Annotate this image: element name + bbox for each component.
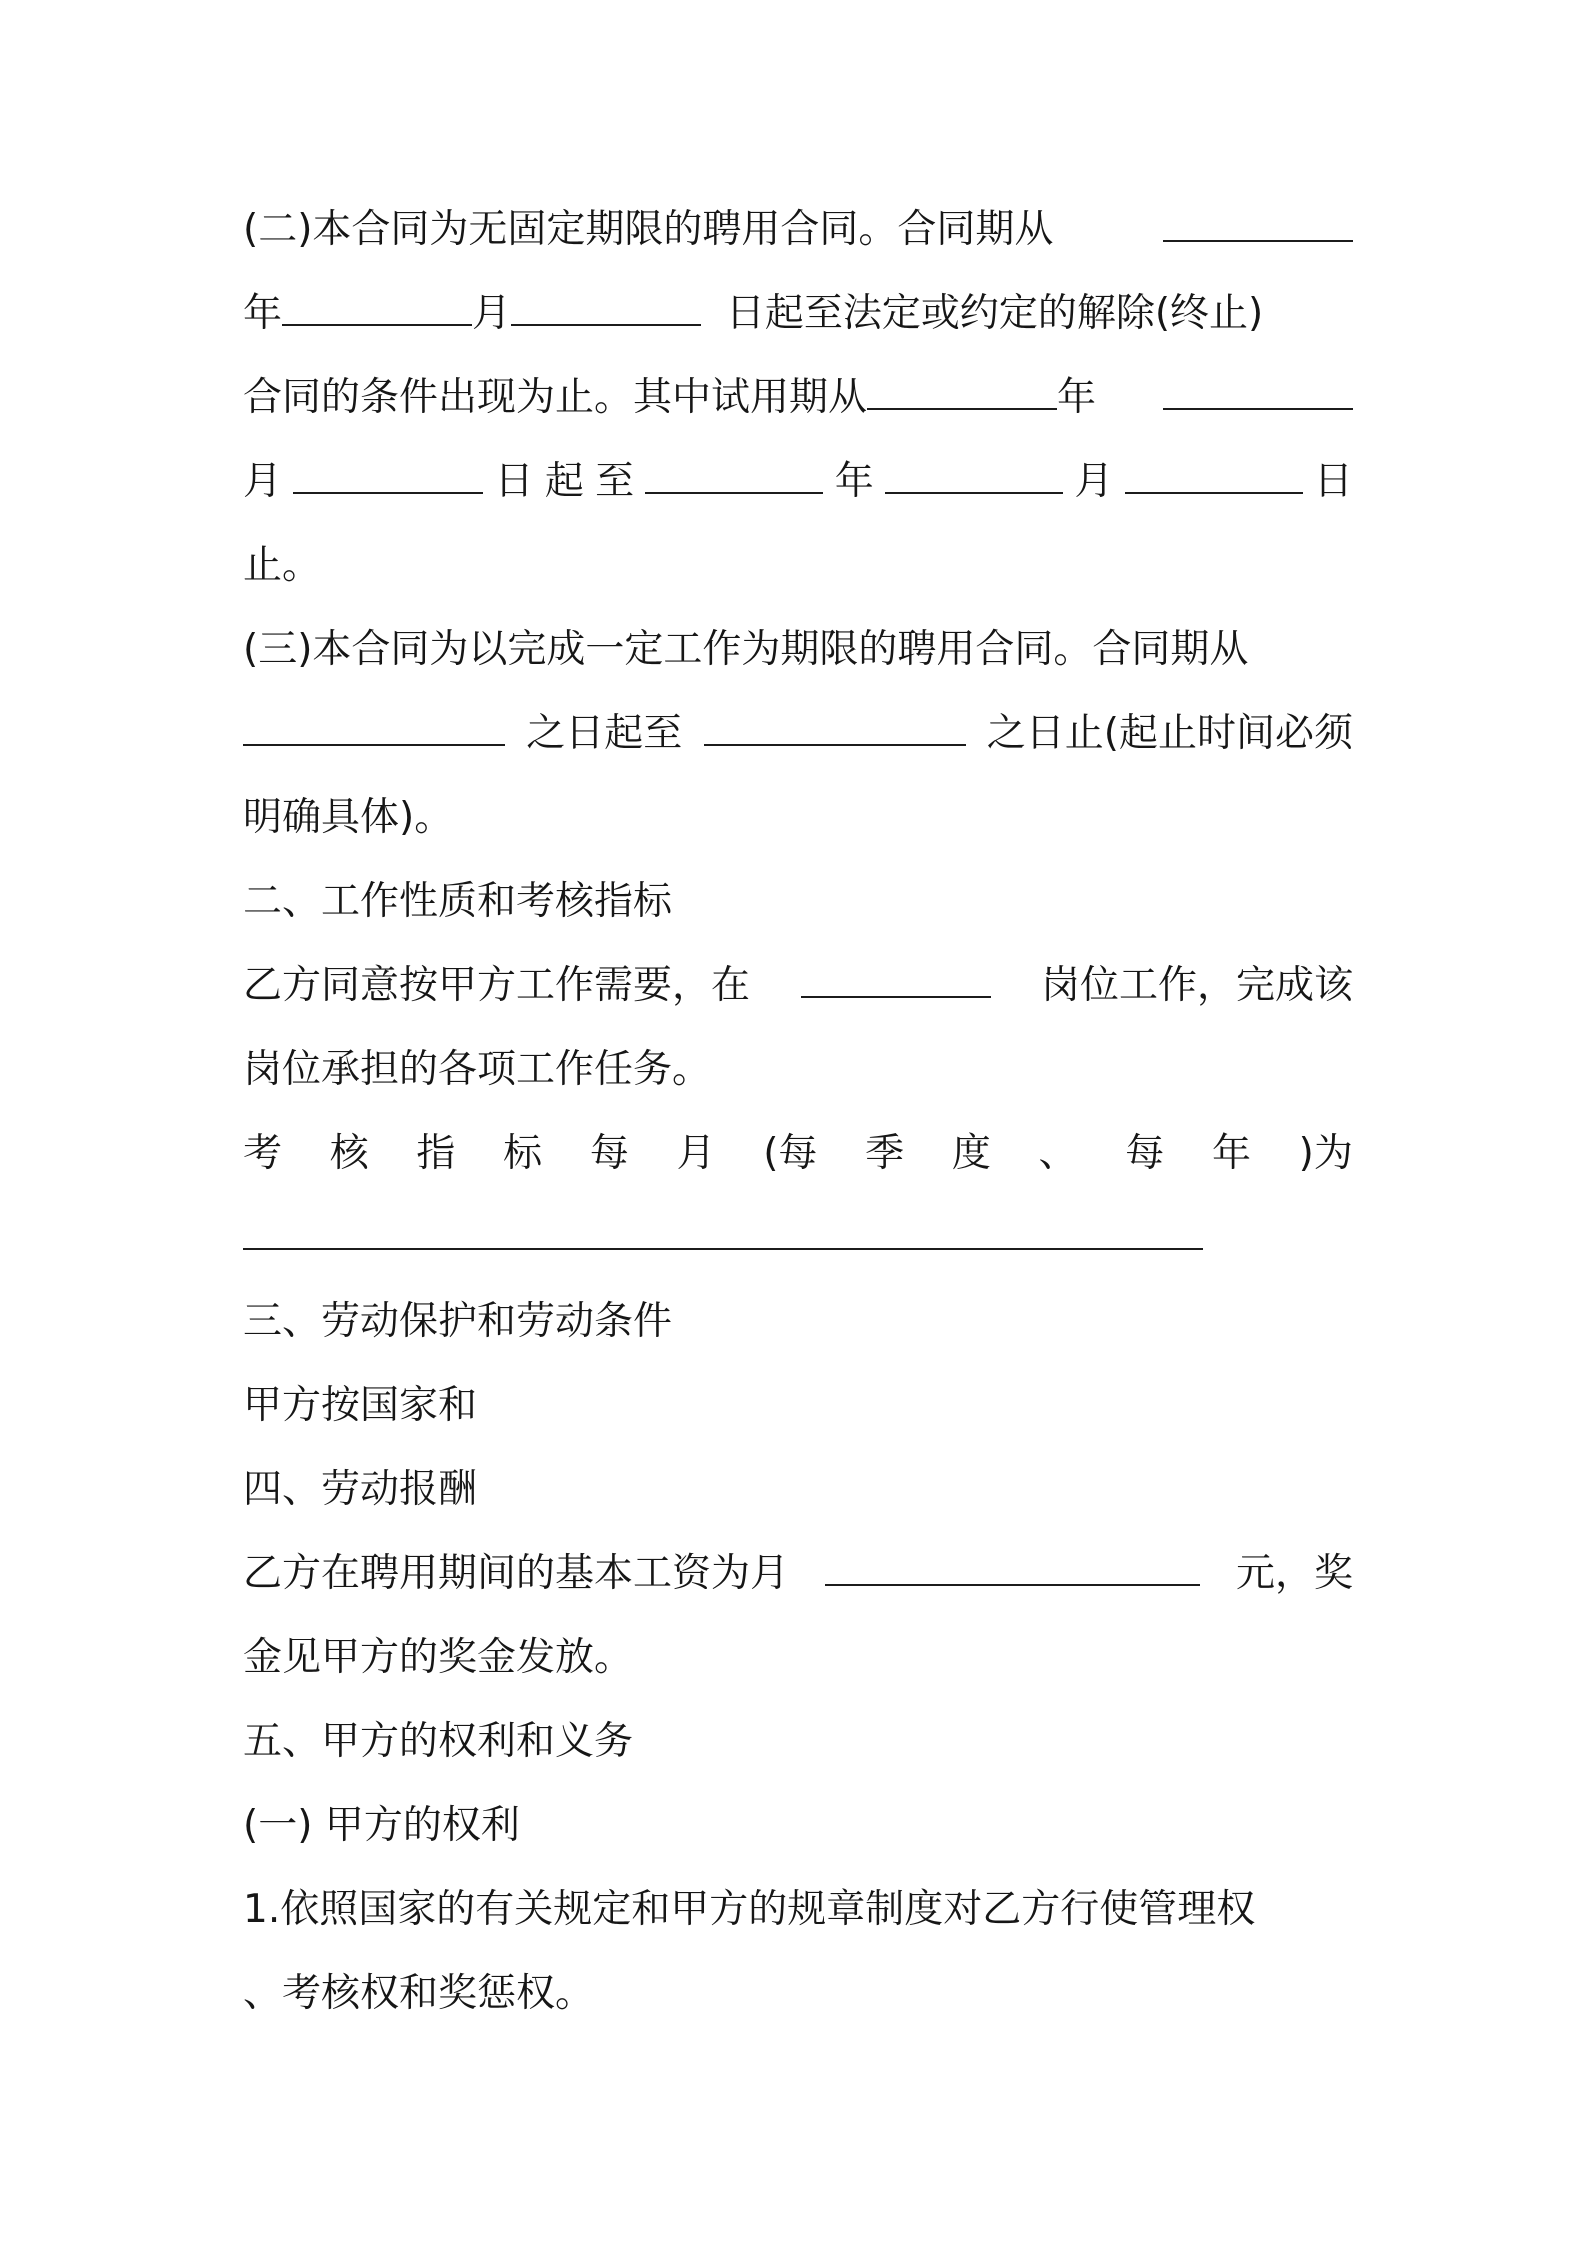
year-label: 年 bbox=[1057, 375, 1097, 420]
clause-two-line-3 bbox=[243, 368, 1353, 428]
sub-heading: (一) 甲方的权利 bbox=[243, 1803, 520, 1848]
section-four-heading bbox=[243, 1460, 1353, 1520]
probation-end-day-blank[interactable] bbox=[1125, 454, 1303, 494]
clause-two-text: (二)本合同为无固定期限的聘用合同。合同期从 bbox=[243, 207, 1054, 252]
year-label: 年 bbox=[243, 291, 283, 336]
section-three-para bbox=[243, 1376, 1353, 1436]
start-year-blank[interactable] bbox=[1163, 202, 1353, 242]
clause-three-line-3 bbox=[243, 788, 1353, 848]
assessment-char: 核 bbox=[329, 1131, 369, 1176]
assessment-char: )为 bbox=[1298, 1131, 1353, 1176]
section-heading: 二、工作性质和考核指标 bbox=[243, 879, 673, 924]
clause-two-line-2 bbox=[243, 284, 1353, 344]
section-four-para-1b bbox=[243, 1628, 1353, 1688]
assessment-blank-line bbox=[243, 1208, 1353, 1268]
section-two-para-1 bbox=[243, 956, 1353, 1016]
section-heading: 五、甲方的权利和义务 bbox=[243, 1719, 634, 1764]
assessment-char: (每 bbox=[763, 1131, 818, 1176]
section-heading: 四、劳动报酬 bbox=[243, 1467, 478, 1512]
paragraph-text: 乙方同意按甲方工作需要，在 bbox=[243, 963, 751, 1008]
day-label: 日 bbox=[1313, 459, 1353, 504]
clause-three-text: 明确具体)。 bbox=[243, 795, 454, 840]
section-four-para-1 bbox=[243, 1544, 1353, 1604]
assessment-char: 季 bbox=[865, 1131, 905, 1176]
assessment-char: 标 bbox=[503, 1131, 543, 1176]
section-five-item-1 bbox=[243, 1880, 1353, 1940]
probation-start-day-blank[interactable] bbox=[293, 454, 483, 494]
assessment-line bbox=[243, 1124, 1353, 1184]
clause-two-line-4 bbox=[243, 452, 1353, 512]
paragraph-text: 乙方在聘用期间的基本工资为月 bbox=[243, 1551, 790, 1596]
clause-three-text: (三)本合同为以完成一定工作为期限的聘用合同。合同期从 bbox=[243, 627, 1249, 672]
list-item-text: 、考核权和奖惩权。 bbox=[243, 1971, 595, 2016]
month-label: 月 bbox=[472, 291, 512, 336]
probation-start-year-blank[interactable] bbox=[867, 370, 1057, 410]
start-month-blank[interactable] bbox=[282, 286, 472, 326]
salary-blank[interactable] bbox=[825, 1546, 1200, 1586]
section-heading: 三、劳动保护和劳动条件 bbox=[243, 1299, 673, 1344]
section-five-item-1b bbox=[243, 1964, 1353, 2024]
assessment-char: 年 bbox=[1211, 1131, 1251, 1176]
section-three-heading bbox=[243, 1292, 1353, 1352]
task-start-blank[interactable] bbox=[243, 706, 505, 746]
clause-two-line-1 bbox=[243, 200, 1353, 260]
clause-two-text: 日起至法定或约定的解除(终止) bbox=[725, 291, 1264, 336]
assessment-char: 考 bbox=[243, 1131, 283, 1176]
section-five-sub-heading bbox=[243, 1796, 1353, 1856]
list-item-text: 1.依照国家的有关规定和甲方的规章制度对乙方行使管理权 bbox=[243, 1887, 1256, 1932]
assessment-char: 指 bbox=[416, 1131, 456, 1176]
assessment-char: 每 bbox=[589, 1131, 629, 1176]
year-label: 年 bbox=[834, 459, 874, 504]
paragraph-text: 甲方按国家和 bbox=[243, 1383, 478, 1428]
day-label: 日 bbox=[494, 459, 534, 504]
from-label: 起 bbox=[544, 459, 584, 504]
section-two-heading bbox=[243, 872, 1353, 932]
to-label: 至 bbox=[595, 459, 635, 504]
paragraph-text: 金见甲方的奖金发放。 bbox=[243, 1635, 634, 1680]
task-end-blank[interactable] bbox=[704, 706, 966, 746]
section-two-para-1b bbox=[243, 1040, 1353, 1100]
clause-two-line-5 bbox=[243, 536, 1353, 596]
clause-two-text: 止。 bbox=[243, 543, 322, 588]
probation-start-month-blank[interactable] bbox=[1163, 370, 1353, 410]
probation-end-month-blank[interactable] bbox=[885, 454, 1063, 494]
paragraph-text: 元，奖 bbox=[1235, 1551, 1353, 1596]
month-label: 月 bbox=[1074, 459, 1114, 504]
clause-three-text: 之日止(起止时间必须 bbox=[986, 711, 1353, 756]
paragraph-text: 岗位承担的各项工作任务。 bbox=[243, 1047, 712, 1092]
clause-two-text: 合同的条件出现为止。其中试用期从 bbox=[243, 375, 868, 420]
position-blank[interactable] bbox=[801, 958, 991, 998]
assessment-char: 月 bbox=[676, 1131, 716, 1176]
clause-three-line-2 bbox=[243, 704, 1353, 764]
start-day-blank[interactable] bbox=[511, 286, 701, 326]
clause-three-text: 之日起至 bbox=[526, 711, 683, 756]
assessment-blank[interactable] bbox=[243, 1210, 1203, 1250]
month-label: 月 bbox=[243, 459, 283, 504]
paragraph-text: 岗位工作，完成该 bbox=[1040, 963, 1353, 1008]
assessment-char: 每 bbox=[1125, 1131, 1165, 1176]
probation-end-year-blank[interactable] bbox=[645, 454, 823, 494]
assessment-char: 、 bbox=[1038, 1131, 1078, 1176]
clause-three-line-1 bbox=[243, 620, 1353, 680]
section-five-heading bbox=[243, 1712, 1353, 1772]
assessment-char: 度 bbox=[951, 1131, 991, 1176]
